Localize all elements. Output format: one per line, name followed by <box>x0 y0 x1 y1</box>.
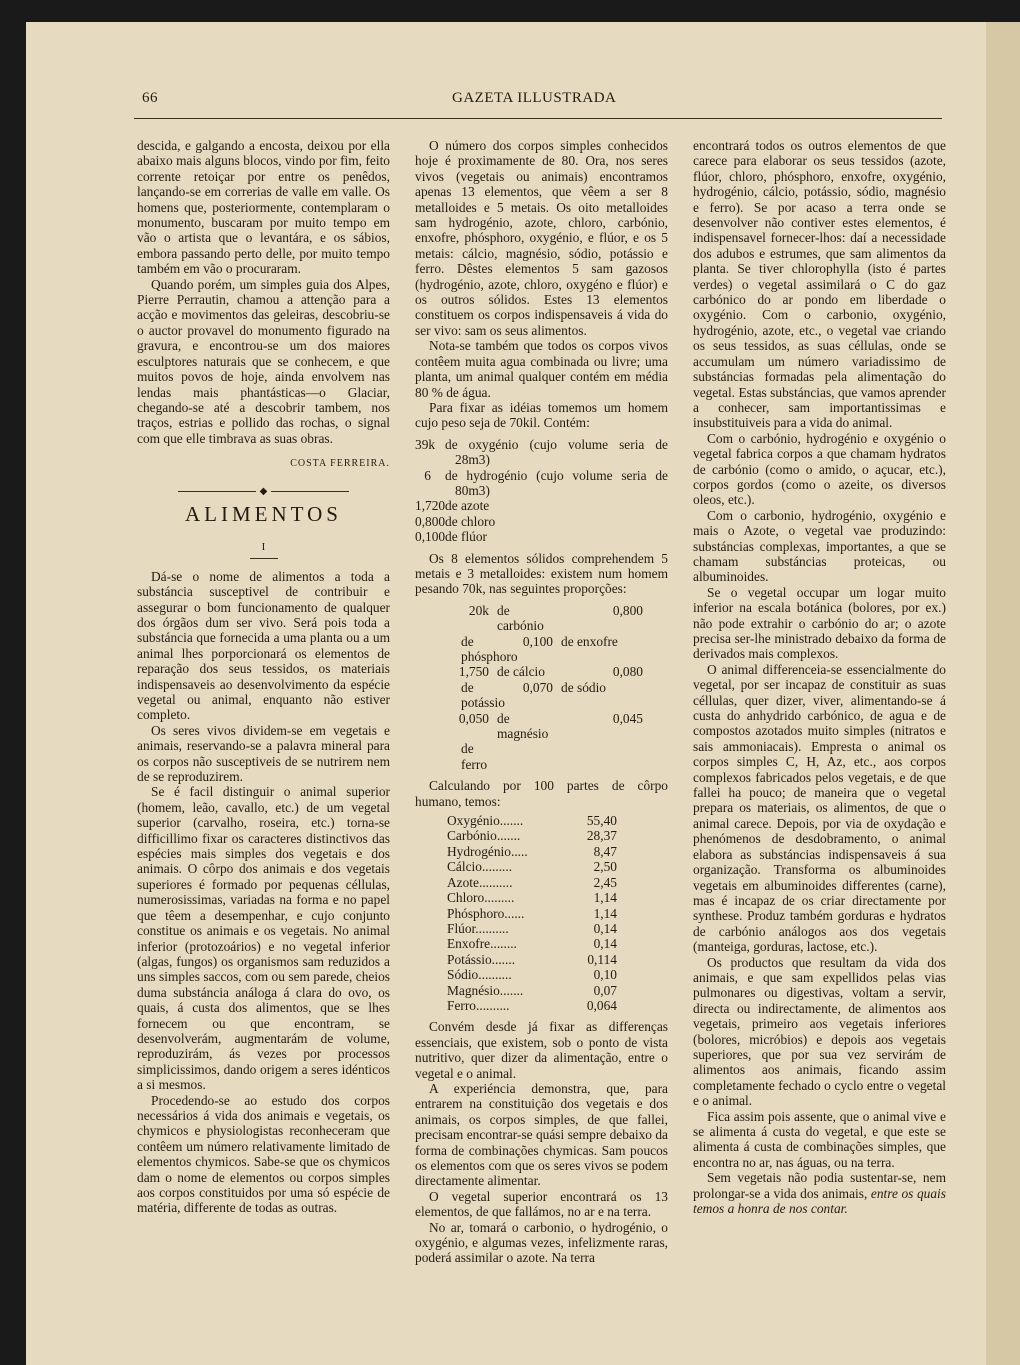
header-rule <box>134 118 942 119</box>
list-item-amount <box>553 603 643 618</box>
amount-decimal: ,100 <box>529 633 553 649</box>
table-row-value: 55,40 <box>586 813 617 829</box>
amount-integer: 0 <box>612 710 620 726</box>
paragraph: Os productos que resultam da vida dos animais, e que sam expellidos pelas vias pulmonares ou digestivas, voltam a servir, directa ou indirectamente, de alimentos aos vegetais, primeiro aos vegetais inferiores (bolores, micróbios) e depois aos vegetais superiores, que por sua vez servirám de alimentos aos animais, ficando assim completamente fechado o cyclo entre o vegetal e o animal. <box>693 954 946 1109</box>
list-item-amount: 39k <box>415 436 436 452</box>
table-row-value: 2,45 <box>593 874 617 890</box>
amount-integer: 0 <box>522 679 530 695</box>
paragraph: Dá-se o nome de alimentos a toda a substáncia susceptivel de contribuir e assegurar o bom funcionamento de qualquer dos órgãos dum ser vivo. Será pois toda a substáncia que fornecida a uma planta ou a um animal lhes porporcionará os elementos de reparação dos seus tessidos, os materiais indispensaveis ao desenvolvimento da espécie vegetal ou animal, enquanto não estiver completo. <box>137 568 390 723</box>
table-row-value: 0,10 <box>593 967 617 983</box>
table-row-element: Hydrogénio..... <box>447 843 528 859</box>
paragraph: encontrará todos os outros elementos de que carece para elaborar os seus tessidos (azote, flúor, chloro, phósphoro, enxofre, oxygénio, hydrogénio, cálcio, potássio, sódio, magnésio e ferro). Se por acaso a terra onde se desenvolver não contiver estes elementos, é indispensavel fornecer-lhos: daí a necessidade dos adubos e estrumes, que sam alimentos da planta. Se tiver chlorophylla (isto é partes verdes) o vegetal assimilará o C do gaz carbónico do ar pondo em liberdade o oxygénio. Com o carbonio, oxygénio, hydrogénio, azote, etc., o vegetal vae criando os seus tessidos, as suas céllulas, onde se accumulam um número variadissimo de substáncias formadas pela alimentação do vegetal. Estas substáncias, que vamos aprender a conhecer, sam importantissimas e insubstituiveis para a vida do animal. <box>693 138 946 431</box>
table-row-value: 2,50 <box>593 859 617 875</box>
amount-decimal: ,050 <box>465 710 489 726</box>
table-row-value: 0,14 <box>593 920 617 936</box>
list-item-element: de sódio <box>561 679 607 695</box>
paragraph: Nota-se também que todos os corpos vivos contêem muita agua combinada ou livre; uma planta, um animal qualquer contém em média 80 % de água. <box>415 338 668 400</box>
list-item-element: de carbónio <box>497 602 544 634</box>
list-spacer <box>453 711 489 742</box>
masthead-title: GAZETA ILLUSTRADA <box>452 90 617 106</box>
paragraph: Calculando por 100 partes de côrpo humano, temos: <box>415 778 668 809</box>
list-item-amount <box>453 711 489 726</box>
table-row-value: 0,07 <box>593 982 617 998</box>
paragraph: descida, e galgando a encosta, deixou por ella abaixo mais alguns blocos, vindo por fim, feito corrente retoiçar por entre os penêdos, lançando-se em correrias de valle em valle. Os homens que, posteriormente, contemplaram o monumento, buscaram por muito tempo em vão o artista que o levantára, e os sábios, embora passando perto delle, por muito tempo também em vão o procuraram. <box>137 138 390 277</box>
paragraph: Com o carbónio, hydrogénio e oxygénio o vegetal fabrica corpos a que chamam hydratos de carbónio (como o amido, o açucar, etc.), corpos gordos (como o azeite, os diversos oleos, etc.). <box>693 430 946 508</box>
table-row-element: Oxygénio....... <box>447 813 524 829</box>
final-paragraph <box>693 1170 946 1216</box>
table-row-value: 0,14 <box>593 936 617 952</box>
list-spacer <box>453 664 489 679</box>
section-rule <box>250 558 278 559</box>
column-2 <box>415 138 668 1266</box>
list-item-amount: 0,100 <box>415 529 446 545</box>
list-item-amount <box>489 634 553 649</box>
list-item-amount <box>453 664 489 679</box>
list-item-amount <box>553 711 643 726</box>
table-row-value: 28,37 <box>586 828 617 844</box>
table-row-element: Ferro.......... <box>447 997 510 1013</box>
table-row-element: Enxofre........ <box>447 936 517 952</box>
table-row-element: Cálcio......... <box>447 859 513 875</box>
table-row-element: Azote.......... <box>447 874 513 890</box>
list-item-text: de flúor <box>445 529 488 545</box>
amount-integer: 0 <box>522 633 530 649</box>
paragraph: Os seres vivos dividem-se em vegetais e animais, reservando-se a palavra mineral para os corpos não susceptiveis de se nutrirem nem de se reproduzirem. <box>137 722 390 785</box>
paragraph: No ar, tomará o carbonio, o hydrogénio, o oxygénio, e algumas vezes, infelizmente raras, poderá assimilar o azote. Na terra <box>415 1219 668 1266</box>
paragraph: O número dos corpos simples conhecidos hoje é proximamente de 80. Ora, nos seres vivos (vegetais ou animais) encontramos apenas 13 elementos, que vêem a ser 8 metalloides e 5 metais. Os oito metalloides sam hydrogénio, azote, chloro, carbónio, enxofre, phósphoro, oxygénio, e flúor, e os 5 metais: cálcio, magnésio, sódio, potássio e ferro. Dêstes elementos 5 sam gazosos (hydrogénio, azote, chloro, oxygéno e flúor) e os outros sólidos. Estes 13 elementos constituem os corpos indispensaveis á vida do ser vivo: sam os seus alimentos. <box>415 138 668 338</box>
section-ornament: ◆ <box>137 484 390 499</box>
page-edge <box>986 22 1020 1365</box>
list-item-amount: 0,800 <box>415 513 446 529</box>
list-spacer <box>489 634 553 665</box>
list-item-text: de chloro <box>445 513 496 529</box>
page-number: 66 <box>142 90 158 106</box>
list-item-amount <box>453 603 489 618</box>
list-spacer <box>489 680 553 711</box>
list-item-element: de enxofre <box>561 633 618 649</box>
paragraph: Os 8 elementos sólidos comprehendem 5 metais e 3 metalloides: existem num homem pesando 70k, nas seguintes proporções: <box>415 550 668 597</box>
final-text: Sem vegetais não podia sustentar-se, nem prolongar-se a vida dos animais, <box>693 1170 946 1201</box>
amount-integer: 0 <box>612 602 620 618</box>
table-row-value: 0,114 <box>587 951 617 967</box>
amount-integer: 1 <box>458 664 466 680</box>
paragraph: Fica assim pois assente, que o animal vive e se alimenta á custa do vegetal, e que este se alimenta á custa de combinações simples, que encontra no ar, nas águas, ou na terra. <box>693 1108 946 1170</box>
solid-elements-list <box>453 603 668 772</box>
percentage-table <box>447 813 668 1013</box>
table-row-value: 1,14 <box>593 905 617 921</box>
table-row-value: 1,14 <box>593 890 617 906</box>
table-row-element: Flúor.......... <box>447 920 509 936</box>
amount-decimal: ,070 <box>529 679 553 695</box>
list-item-amount: 6 <box>424 467 431 483</box>
list-spacer <box>553 664 643 679</box>
author-signature: COSTA FERREIRA. <box>290 458 390 470</box>
amount-decimal: ,750 <box>465 664 489 680</box>
list-item-text: de hydrogénio (cujo volume seria de 80m3) <box>445 467 668 498</box>
list-item-text: de azote <box>445 498 490 514</box>
gas-composition-list <box>415 437 668 545</box>
amount-decimal: ,045 <box>619 710 643 726</box>
paragraph: Com o carbonio, hydrogénio, oxygénio e mais o Azote, o vegetal vae produzindo: substáncias complexas, importantes, a que se chamam substáncias proteicas, ou albuminoides. <box>693 507 946 585</box>
list-spacer <box>553 603 643 634</box>
amount-integer: 0 <box>612 664 620 680</box>
amount-integer: 0 <box>458 710 466 726</box>
final-italic-text: entre os quais temos a honra de nos contar. <box>693 1185 946 1217</box>
table-row-value: 8,47 <box>593 843 617 859</box>
list-item-amount: 1,720 <box>415 498 446 514</box>
paragraph: O vegetal superior encontrará os 13 elementos, de que fallámos, no ar e na terra. <box>415 1188 668 1220</box>
table-row-element: Chloro......... <box>447 890 515 906</box>
column-3 <box>693 138 946 1216</box>
list-item-amount <box>489 680 553 695</box>
list-item-element: de magnésio <box>497 710 549 742</box>
list-item-text: de oxygénio (cujo volume seria de 28m3) <box>445 436 668 468</box>
list-item-element: de ferro <box>461 741 488 772</box>
table-row-element: Magnésio....... <box>447 982 524 998</box>
list-item-element: de cálcio <box>497 664 545 680</box>
table-row-element: Sódio.......... <box>447 967 512 983</box>
table-row-element: Phósphoro...... <box>447 905 525 921</box>
paragraph: Para fixar as idéias tomemos um homem cujo peso seja de 70kil. Contém: <box>415 399 668 431</box>
column-1 <box>137 138 390 1216</box>
paragraph: O animal differenceia-se essencialmente do vegetal, por ser incapaz de constituir as suas céllulas, quer dizer, viver, alimentando-se á custa do anhydrido carbónico, de agua e de compostos azotados muito simples (nitratos e sais ammoniacais). Empresta o animal os corpos simples C, H, Az, etc., aos corpos complexos fabricados pelos vegetais, e de que fallei ha pouco; de maneira que o vegetal prepara os materiais, os alimentos, de que o animal carece. Depois, por via de oxydação e phenómenos de desdobramento, o animal elabora as substáncias indispensaveis á sua organização. Transforma os albuminoides vegetais em albuminoides differentes (carne), mas é incapaz de os criar directamente por synthese. Produz também gorduras e hydratos de carbónio análogos aos dos vegetais (manteiga, gorduras, lactose, etc.). <box>693 661 946 955</box>
paragraph: Se o vegetal occupar um logar muito inferior na escala botánica (bolores, por ex.) não pode extrahir o carbónio do ar; o azote precisa ser-lhe ministrado debaixo da forma de derivados mais complexos. <box>693 584 946 662</box>
section-number: I <box>261 541 266 554</box>
table-row-element: Carbónio....... <box>447 828 521 844</box>
list-item-element: de potássio <box>461 679 505 711</box>
list-item-element: de phósphoro <box>461 633 518 664</box>
list-item-amount <box>553 664 643 679</box>
newspaper-page <box>26 22 1020 1365</box>
paragraph: A experiéncia demonstra, que, para entrarem na constituição dos vegetais e dos animais, os corpos simples, de que fallei, precisam encontrar-se quási sempre debaixo da forma de combinações chymicas. Sam poucos os elementos com que os seres vivos se podem directamente alimentar. <box>415 1080 668 1189</box>
list-spacer <box>553 711 643 742</box>
amount-decimal: ,080 <box>619 664 643 680</box>
amount-decimal: ,800 <box>619 602 643 618</box>
paragraph: Procedendo-se ao estudo dos corpos necessários á vida dos animais e vegetais, os chymicos e physiologistas reconheceram que contêem um número relativamente limitado de elementos chymicos. Sabe-se que os chymicos dam o nome de elementos ou corpos simples aos corpos constituidos por uma só espécie de matéria, differente de todas as outras. <box>137 1092 390 1216</box>
paragraph: Convém desde já fixar as differenças essenciais, que existem, sob o ponto de vista nutritivo, quer dizer da alimentação, entre o vegetal e o animal. <box>415 1019 668 1081</box>
list-spacer <box>453 603 489 634</box>
article-title: ALIMENTOS <box>185 501 342 526</box>
table-row-element: Potássio....... <box>447 951 516 967</box>
amount-integer: 20k <box>468 602 489 618</box>
table-row-value: 0,064 <box>586 997 617 1013</box>
paragraph: Quando porém, um simples guia dos Alpes, Pierre Perrautin, chamou a attenção para a acção e movimentos das geleiras, descobriu-se o auctor provavel do monumento figurado na gravura, e encontrou-se um dos maiores esculptores naturais que se conhecem, e que muitos povos de hoje, ainda envolvem nas lendas mais phantásticas—o Glaciar, chegando-se até a descobrir tambem, nos traços, estrias e pollido das rochas, o signal com que elle timbrava as suas obras. <box>137 276 390 446</box>
paragraph: Se é facil distinguir o animal superior (homem, leão, cavallo, etc.) de um vegetal superior (carvalho, roseira, etc.) torna-se difficillimo fixar os caracteres distinctivos das espécies mais simples dos vegetais e dos animais. O côrpo dos animais e dos vegetais superiores é formado por pequenas céllulas, numerosissimas, variadas na forma e no papel que têem a desempenhar, e cujo conjunto constitue os animais e os vegetais. No animal inferior (protozoários) e no vegetal inferior (algas, fungos) os organismos sam reduzidos a uns simples saccos, com ou sem parede, cheios duma substáncia análoga á clara do ovo, os quais, á custa dos alimentos, que se lhes fornecem ou que encontram, se desenvolverám, augmentarám de volume, reproduzirám, ás vezes por processos simplicissimos, dando origem a seres idénticos a si mesmos. <box>137 784 390 1093</box>
